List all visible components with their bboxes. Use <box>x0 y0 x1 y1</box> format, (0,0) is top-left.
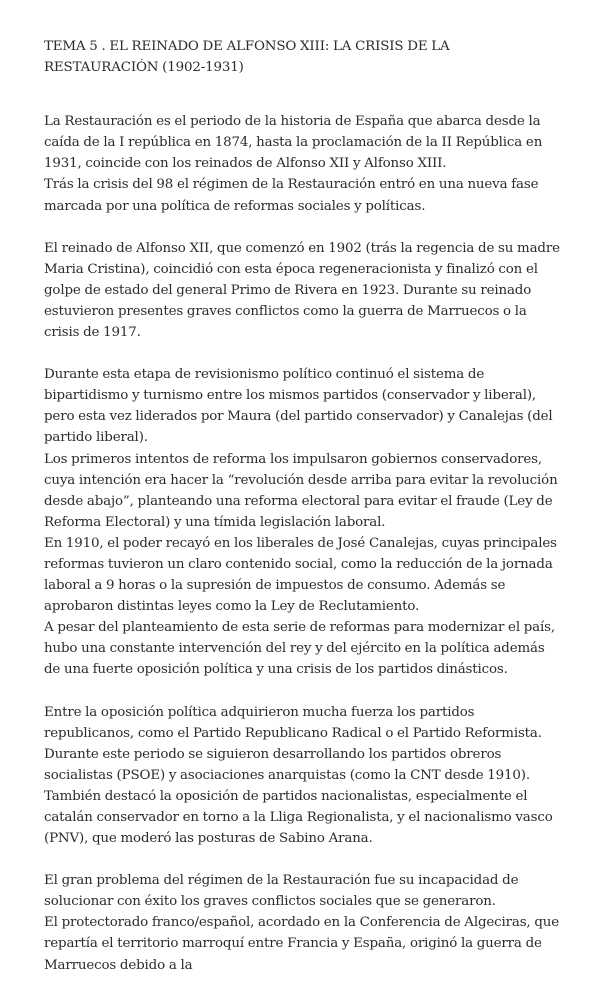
paragraph-conflictos <box>44 870 564 975</box>
paragraph-reinado <box>44 238 564 343</box>
paragraph-oposicion <box>44 702 564 850</box>
paragraph-line: Trás la crisis del 98 el régimen de la Restauración entró en una nueva fase marcada por una política de reformas sociales y políticas. <box>44 177 539 214</box>
paragraph-line: En 1910, el poder recayó en los liberales de José Canalejas, cuyas principales reformas tuvieron un claro contenido social, como la reducción de la jornada laboral a 9 horas o la supresión de impuestos de consumo. Además se aprobaron distintas leyes como la Ley de Reclutamiento. <box>44 535 557 615</box>
paragraph-restauracion <box>44 111 564 216</box>
document-body <box>44 36 564 997</box>
document-title: TEMA 5 . EL REINADO DE ALFONSO XIII: LA CRISIS DE LA RESTAURACIÓN (1902-1931) <box>44 39 450 76</box>
paragraph-line: El gran problema del régimen de la Restauración fue su incapacidad de solucionar con éxito los graves conflictos sociales que se generaron. <box>44 873 519 910</box>
paragraph-line: A pesar del planteamiento de esta serie de reformas para modernizar el país, hubo una constante intervención del rey y del ejército en la política además de una fuerte oposición política y una crisis de los partidos dinásticos. <box>44 620 555 678</box>
paragraph-line: La Restauración es el periodo de la historia de España que abarca desde la caída de la I república en 1874, hasta la proclamación de la II República en 1931, coincide con los reinados de Alfonso XII y Alfonso XIII. <box>44 114 543 172</box>
paragraph-line: Los primeros intentos de reforma los impulsaron gobiernos conservadores, cuya intención era hacer la “revolución desde arriba para evitar la revolución desde abajo”, planteando una reforma electoral para evitar el fraude (Ley de Reforma Electoral) y una tímida legislación laboral. <box>44 451 558 530</box>
paragraph-line: Durante esta etapa de revisionismo político continuó el sistema de bipartidismo y turnismo entre los mismos partidos (conservador y liberal), pero esta vez liderados por Maura (del partido conservador) y Canalejas (del partido liberal). <box>44 367 553 446</box>
paragraph-line: Entre la oposición política adquirieron mucha fuerza los partidos republicanos, como el Partido Republicano Radical o el Partido Reformista. Durante este periodo se siguieron desarrollando los partidos obreros socialistas (PSOE) y asociaciones anarquistas (como la CNT desde 1910). También destacó la oposición de partidos nacionalistas, especialmente el catalán conservador en torno a la Lliga Regionalista, y el nacionalismo vasco (PNV), que moderó las posturas de Sabino Arana. <box>44 704 553 847</box>
paragraph-line: El reinado de Alfonso XII, que comenzó en 1902 (trás la regencia de su madre Maria Cristina), coincidió con esta época regeneracionista y finalizó con el golpe de estado del general Primo de Rivera en 1923. Durante su reinado estuvieron presentes graves conflictos como la guerra de Marruecos o la crisis de 1917. <box>44 240 560 341</box>
paragraph-line: El protectorado franco/español, acordado en la Conferencia de Algeciras, que repartía el territorio marroquí entre Francia y España, originó la guerra de Marruecos debido a la <box>44 915 560 973</box>
paragraph-revisionismo <box>44 364 564 680</box>
